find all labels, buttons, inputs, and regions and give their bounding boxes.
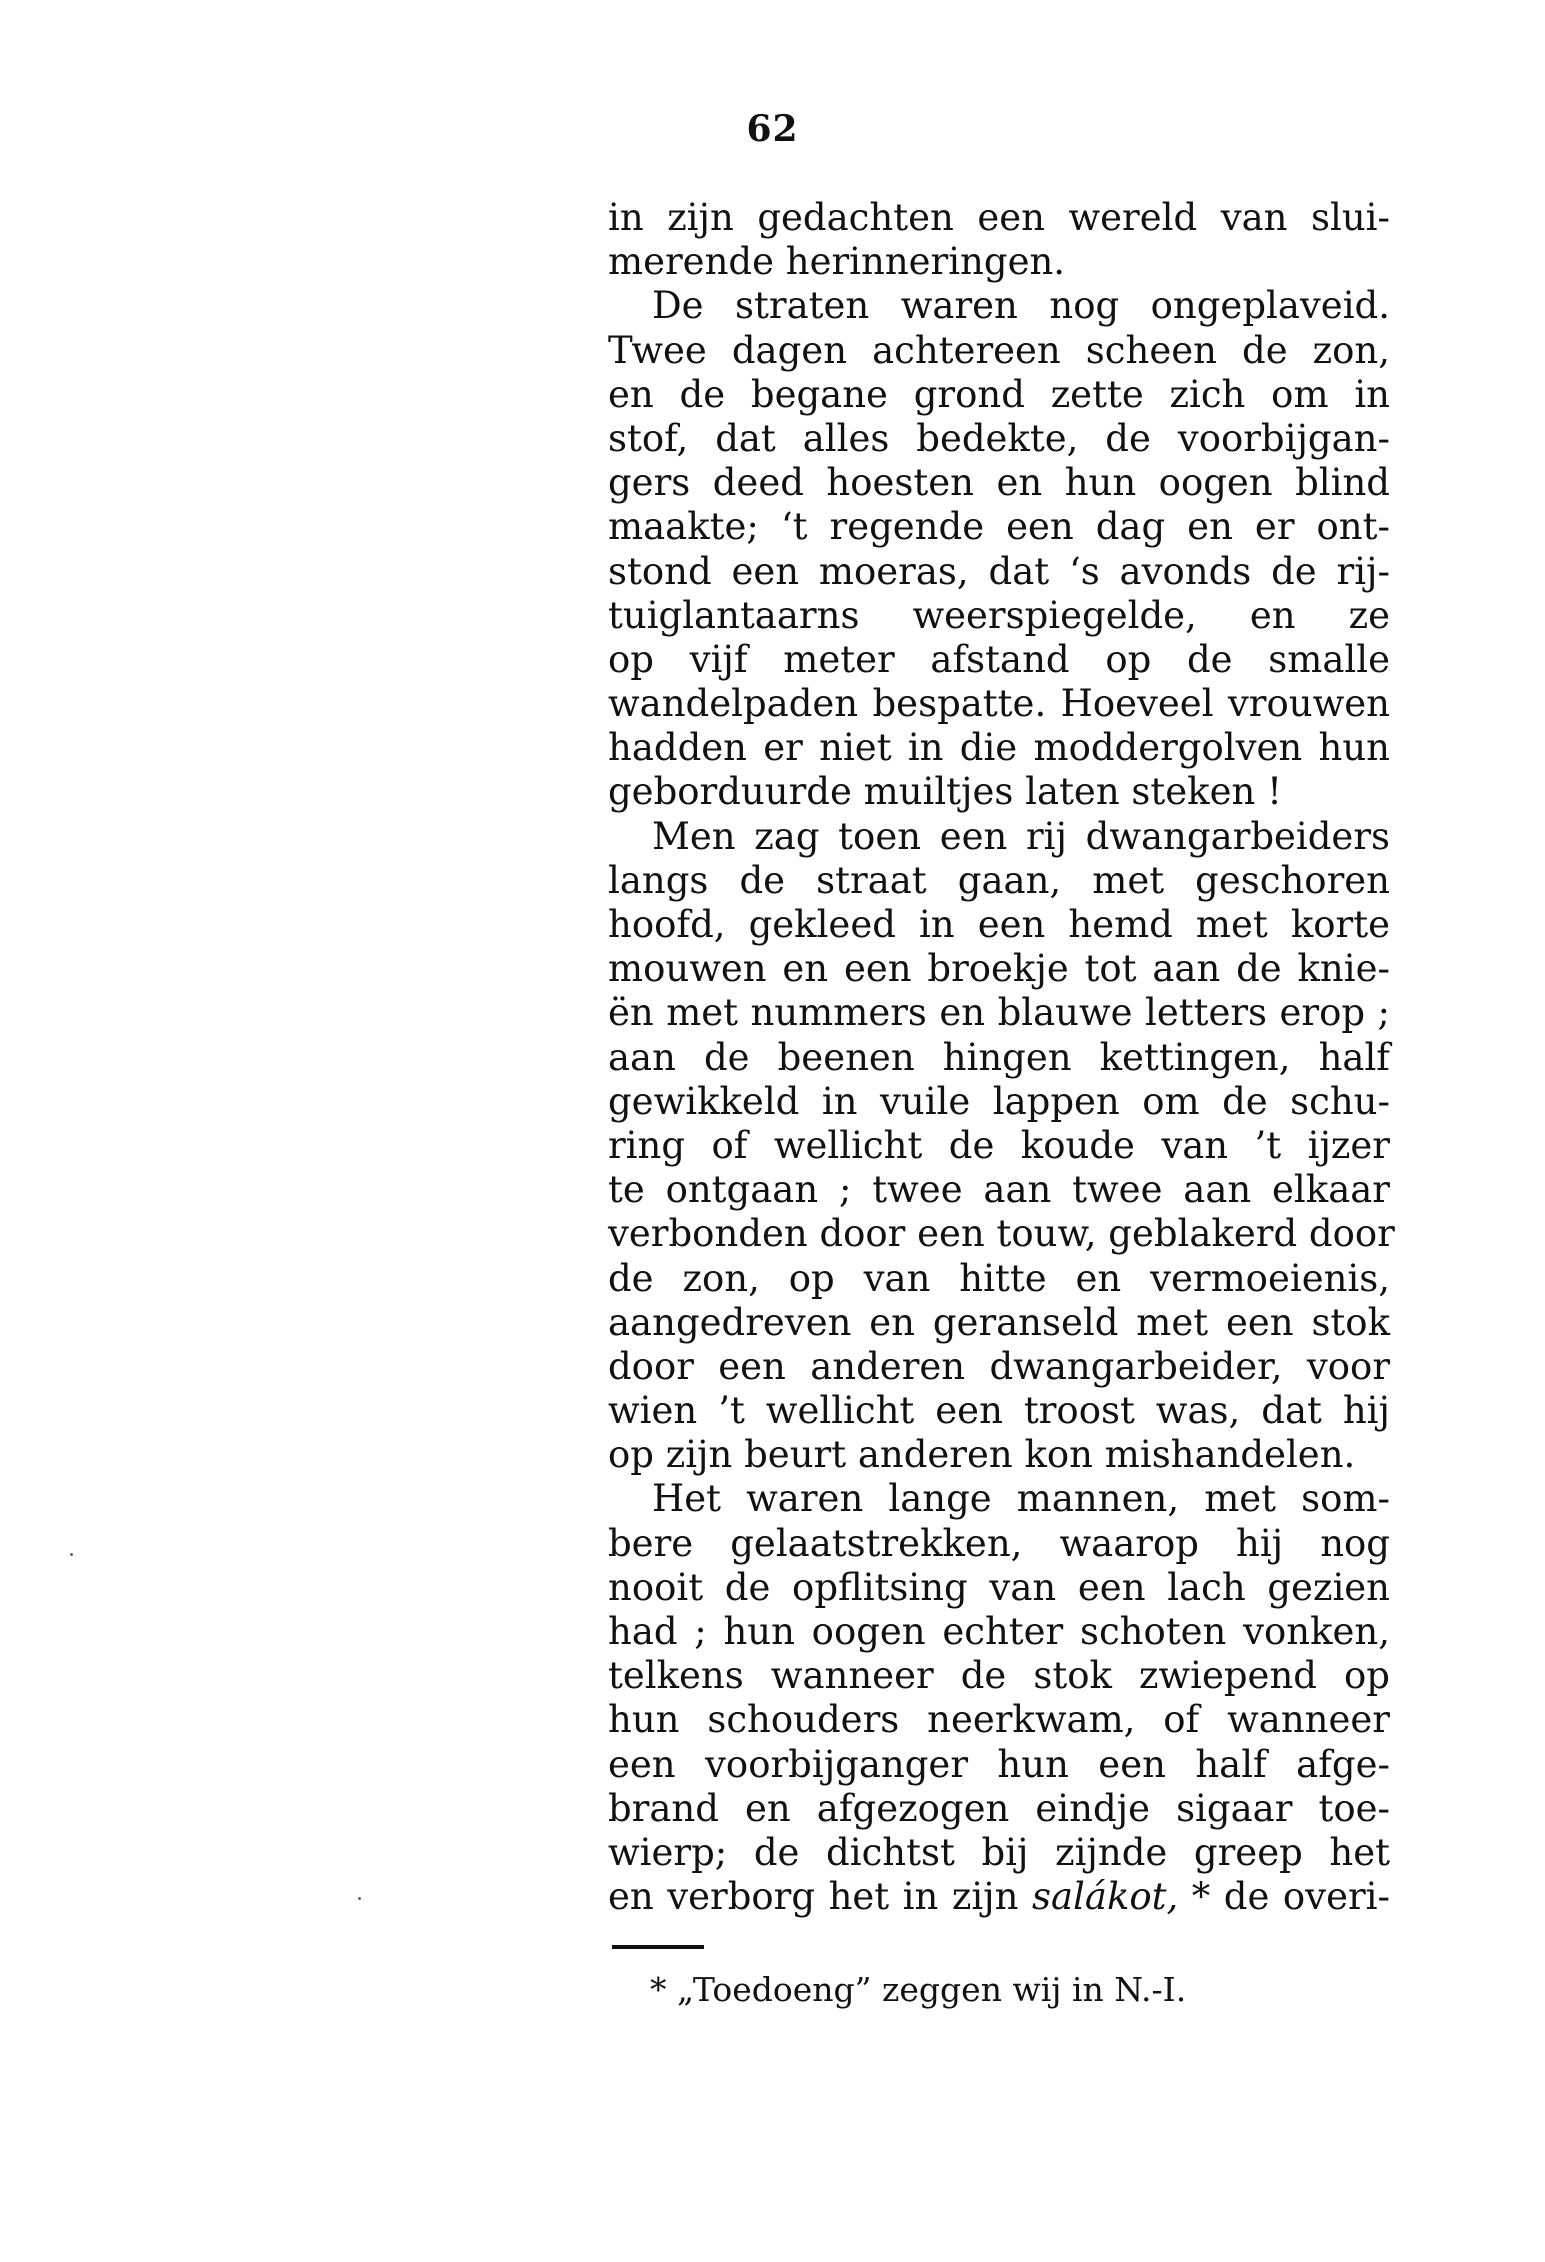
text-line: merende herinneringen.	[608, 240, 1066, 284]
text-line: ën met nummers en blauwe letters erop ;	[608, 991, 1390, 1035]
text-line: verbonden door een touw, geblakerd door	[608, 1212, 1395, 1256]
text-line: hun schouders neerkwam, of wanneer	[608, 1698, 1390, 1742]
text-line: Men zag toen een rij dwangarbeiders	[652, 814, 1390, 858]
italic-word-salakot: salákot,	[1032, 1875, 1179, 1919]
text-line: geborduurde muiltjes laten steken !	[608, 770, 1282, 814]
text-line: aan de beenen hingen kettingen, half	[608, 1035, 1390, 1079]
text-line: aangedreven en geranseld met een stok	[608, 1300, 1390, 1344]
text-line: had ; hun oogen echter schoten vonken,	[608, 1610, 1390, 1653]
text-line: ring of wellicht de koude van ’t ijzer	[608, 1123, 1390, 1167]
text-line: door een anderen dwangarbeider, voor	[608, 1344, 1390, 1388]
final-line-before: en verborg het in zijn	[608, 1875, 1032, 1919]
text-line: de zon, op van hitte en vermoeienis,	[608, 1256, 1390, 1300]
final-line-after: * de overi-	[1178, 1875, 1390, 1919]
footnote-rule	[612, 1945, 704, 1949]
text-line: een voorbijganger hun een half afge-	[608, 1742, 1390, 1786]
text-line: wierp; de dichtst bij zijnde greep het	[608, 1830, 1390, 1874]
text-line: nooit de opflitsing van een lach gezien	[608, 1565, 1390, 1609]
footnote: * „Toedoeng” zeggen wij in N.-I.	[650, 1970, 1187, 2009]
text-line: bere gelaatstrekken, waarop hij nog	[608, 1521, 1390, 1565]
text-line: stof, dat alles bedekte, de voorbijgan-	[608, 416, 1390, 460]
page-number: 62	[746, 108, 799, 150]
text-line: langs de straat gaan, met geschoren	[608, 858, 1390, 902]
text-line: wien ’t wellicht een troost was, dat hij	[608, 1389, 1390, 1433]
body-text	[608, 196, 1395, 1919]
text-line: gers deed hoesten en hun oogen blind	[608, 461, 1390, 505]
text-line: Twee dagen achtereen scheen de zon,	[608, 328, 1390, 372]
text-line: wandelpaden bespatte. Hoeveel vrouwen	[608, 682, 1390, 726]
text-line: maakte; ‘t regende een dag en er ont-	[608, 505, 1390, 549]
text-line: in zijn gedachten een wereld van slui-	[608, 196, 1390, 239]
text-line: te ontgaan ; twee aan twee aan elkaar	[608, 1168, 1390, 1212]
text-line: De straten waren nog ongeplaveid.	[652, 284, 1390, 328]
text-line: gewikkeld in vuile lappen om de schu-	[608, 1079, 1390, 1123]
text-line: op vijf meter afstand op de smalle	[608, 637, 1390, 681]
text-line: brand en afgezogen eindje sigaar toe-	[608, 1786, 1390, 1830]
text-line: mouwen en een broekje tot aan de knie-	[608, 947, 1390, 991]
scan-speck	[70, 1553, 73, 1556]
text-line: telkens wanneer de stok zwiepend op	[608, 1654, 1390, 1698]
text-line: tuiglantaarns weerspiegelde, en ze	[608, 593, 1390, 637]
text-line: en de begane grond zette zich om in	[608, 372, 1390, 416]
text-line: hoofd, gekleed in een hemd met korte	[608, 903, 1390, 946]
scan-speck	[358, 1897, 361, 1900]
text-line: hadden er niet in die moddergolven hun	[608, 726, 1390, 770]
text-line: stond een moeras, dat ‘s avonds de rij-	[608, 549, 1390, 593]
text-line: Het waren lange mannen, met som-	[652, 1477, 1390, 1521]
text-line: op zijn beurt anderen kon mishandelen.	[608, 1433, 1356, 1477]
text-line-final	[608, 1875, 1390, 1919]
